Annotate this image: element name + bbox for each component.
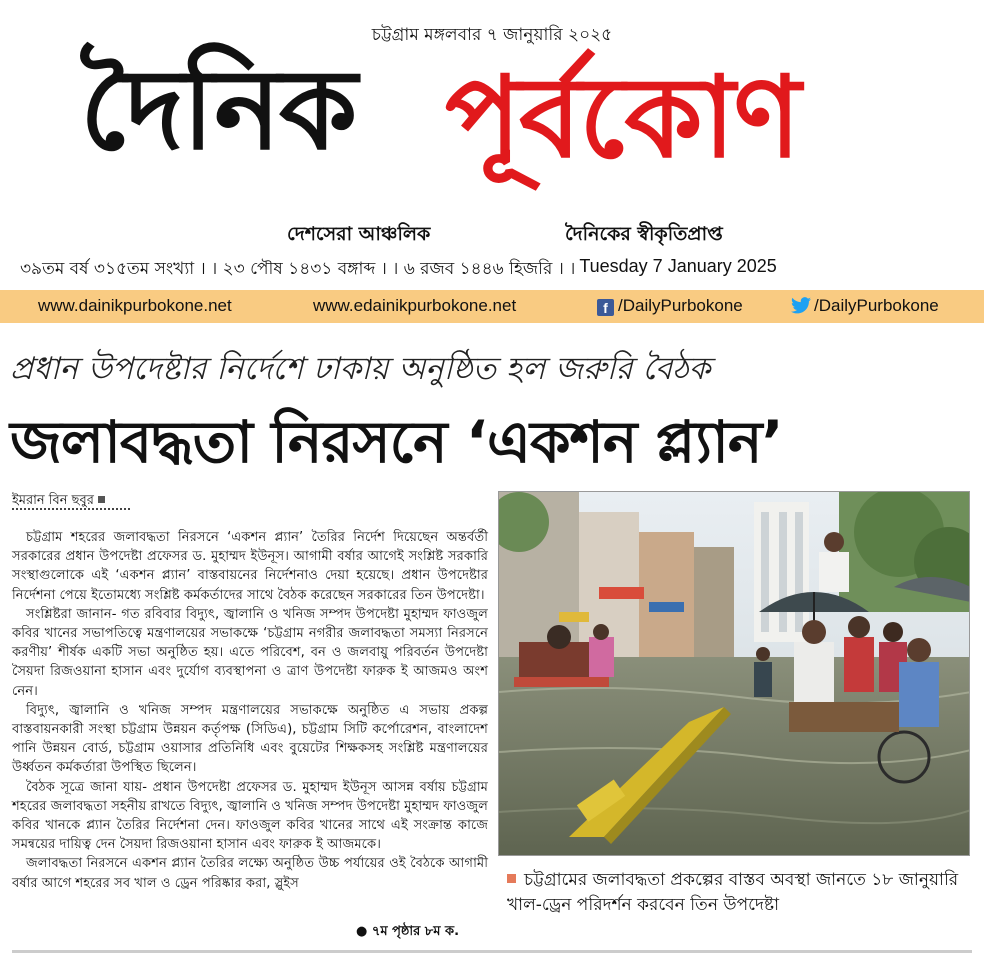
- article-paragraph: বিদ্যুৎ, জ্বালানি ও খনিজ সম্পদ মন্ত্রণালয়ের সভাকক্ষে অনুষ্ঠিত এ সভায় প্রকল্প বাস্তবায়নকারী সংস্থা চট্টগ্রাম উন্নয়ন কর্তৃপক্ষ (সিডিএ), চট্টগ্রাম সিটি কর্পোরেশন, বাংলাদেশ পানি উন্নয়ন বোর্ড, চট্টগ্রাম ওয়াসার প্রতিনিধি এবং বুয়েটের শিক্ষকসহ সংশ্লিষ্ট মন্ত্রণালয়ের উর্ধ্বতন কর্মকর্তারা উপস্থিত ছিলেন।: [12, 702, 488, 776]
- tagline-left: দেশসেরা আঞ্চলিক: [287, 223, 431, 245]
- issue-info-line: [20, 256, 964, 284]
- bottom-divider: [12, 950, 972, 953]
- epaper-link[interactable]: www.edainikpurbokone.net: [313, 296, 517, 315]
- article-paragraph: সংশ্লিষ্টরা জানান- গত রবিবার বিদ্যুৎ, জ্বালানি ও খনিজ সম্পদ উপদেষ্টা মুহাম্মদ ফাওজুল কবির খানের সভাপতিত্বে মন্ত্রণালয়ের সভাকক্ষে ‘চট্টগ্রাম নগরীর জলাবদ্ধতা সমস্যা নিরসনে করণীয়’ শীর্ষক একটি সভা অনুষ্ঠিত হয়। এতে পরিবেশ, বন ও জলবায়ু পরিবর্তন উপদেষ্টা সৈয়দা রিজওয়ানা হাসান এবং দুর্যোগ ব্যবস্থাপনা ও ত্রাণ উপদেষ্টা ফারুক ই আজমও অংশ নেন।: [12, 606, 488, 699]
- twitter-handle: /DailyPurbokone: [814, 296, 939, 315]
- continued-marker: ● ৭ম পৃষ্ঠার ৮ম ক.: [356, 924, 460, 939]
- twitter-bird-icon: [791, 297, 811, 314]
- tagline-right: দৈনিকের স্বীকৃতিপ্রাপ্ত: [565, 223, 723, 245]
- facebook-handle: /DailyPurbokone: [618, 296, 743, 315]
- website-link[interactable]: www.dainikpurbokone.net: [38, 296, 232, 315]
- caption-square-icon: [507, 874, 516, 883]
- twitter-link[interactable]: [791, 296, 939, 316]
- byline-square-icon: [98, 496, 105, 503]
- links-bar: [0, 290, 984, 323]
- issue-date-english: Tuesday 7 January 2025: [579, 256, 777, 276]
- article-paragraph: চট্টগ্রাম শহরের জলাবদ্ধতা নিরসনে ‘একশন প্ল্যান’ তৈরির নির্দেশ দিয়েছেন অন্তর্বর্তী সরকারের প্রধান উপদেষ্টা প্রফেসর ড. মুহাম্মদ ইউনূস। আগামী বর্ষার আগেই সংশ্লিষ্ট সরকারি সংস্থাগুলোকে এই ‘একশন প্ল্যান’ বাস্তবায়নের নির্দেশনাও দেয়া হয়েছে। প্রধান উপদেষ্টার নির্দেশনা পেয়ে ইতোমধ্যে সংশ্লিষ্ট কর্মকর্তাদের সাথে বৈঠক করেছেন সরকারের তিন উপদেষ্টা।: [12, 530, 488, 603]
- issue-info: ৩৯তম বর্ষ ৩১৫তম সংখ্যা । । ২৩ পৌষ ১৪৩১ বঙ্গাব্দ । । ৬ রজব ১৪৪৬ হিজরি । ।: [20, 259, 576, 279]
- article-kicker: প্রধান উপদেষ্টার নির্দেশে ঢাকায় অনুষ্ঠিত হল জরুরি বৈঠক: [10, 351, 711, 387]
- masthead: [0, 44, 984, 245]
- byline-author: ইমরান বিন ছবুর: [12, 493, 94, 508]
- article-headline: জলাবদ্ধতা নিরসনে ‘একশন প্ল্যান’: [10, 408, 783, 476]
- logo-dainik: দৈনিক: [80, 44, 356, 175]
- flood-photo: [498, 491, 970, 856]
- logo-purbokone: পূর্বকোণ: [445, 52, 799, 183]
- article-body: [12, 528, 488, 893]
- flood-photo-illustration: [499, 492, 970, 856]
- facebook-link[interactable]: [597, 296, 743, 316]
- article-paragraph: বৈঠক সূত্রে জানা যায়- প্রধান উপদেষ্টা প্রফেসর ড. মুহাম্মদ ইউনূস আসন্ন বর্ষায় চট্টগ্রাম শহরের জলাবদ্ধতা সহনীয় রাখতে বিদ্যুৎ, জ্বালানি ও খনিজ সম্পদ উপদেষ্টা মুহাম্মদ ফাওজুল কবির খানকে প্ল্যান তৈরির নির্দেশনা দেন। ফাওজুল কবির খানের সাথে এই সংক্রান্ত কাজে সমন্বয়ের দায়িত্ব দেন সৈয়দা রিজওয়ানা হাসান এবং ফারুক ই আজমকে।: [12, 779, 488, 853]
- article-paragraph: জলাবদ্ধতা নিরসনে একশন প্ল্যান তৈরির লক্ষ্যে অনুষ্ঠিত উচ্চ পর্যায়ের ওই বৈঠকে আগামী বর্ষার আগে শহরের সব খাল ও ড্রেন পরিষ্কার করা, স্লুইস: [12, 856, 488, 891]
- byline-divider: [12, 508, 130, 510]
- caption-text: চট্টগ্রামের জলাবদ্ধতা প্রকল্পের বাস্তব অবস্থা জানতে ১৮ জানুয়ারি খাল-ড্রেন পরিদর্শন করবেন তিন উপদেষ্টা: [507, 870, 959, 915]
- photo-caption: [507, 868, 972, 918]
- date-line: চট্টগ্রাম মঙ্গলবার ৭ জানুয়ারি ২০২৫: [371, 25, 613, 45]
- facebook-icon: f: [597, 299, 614, 316]
